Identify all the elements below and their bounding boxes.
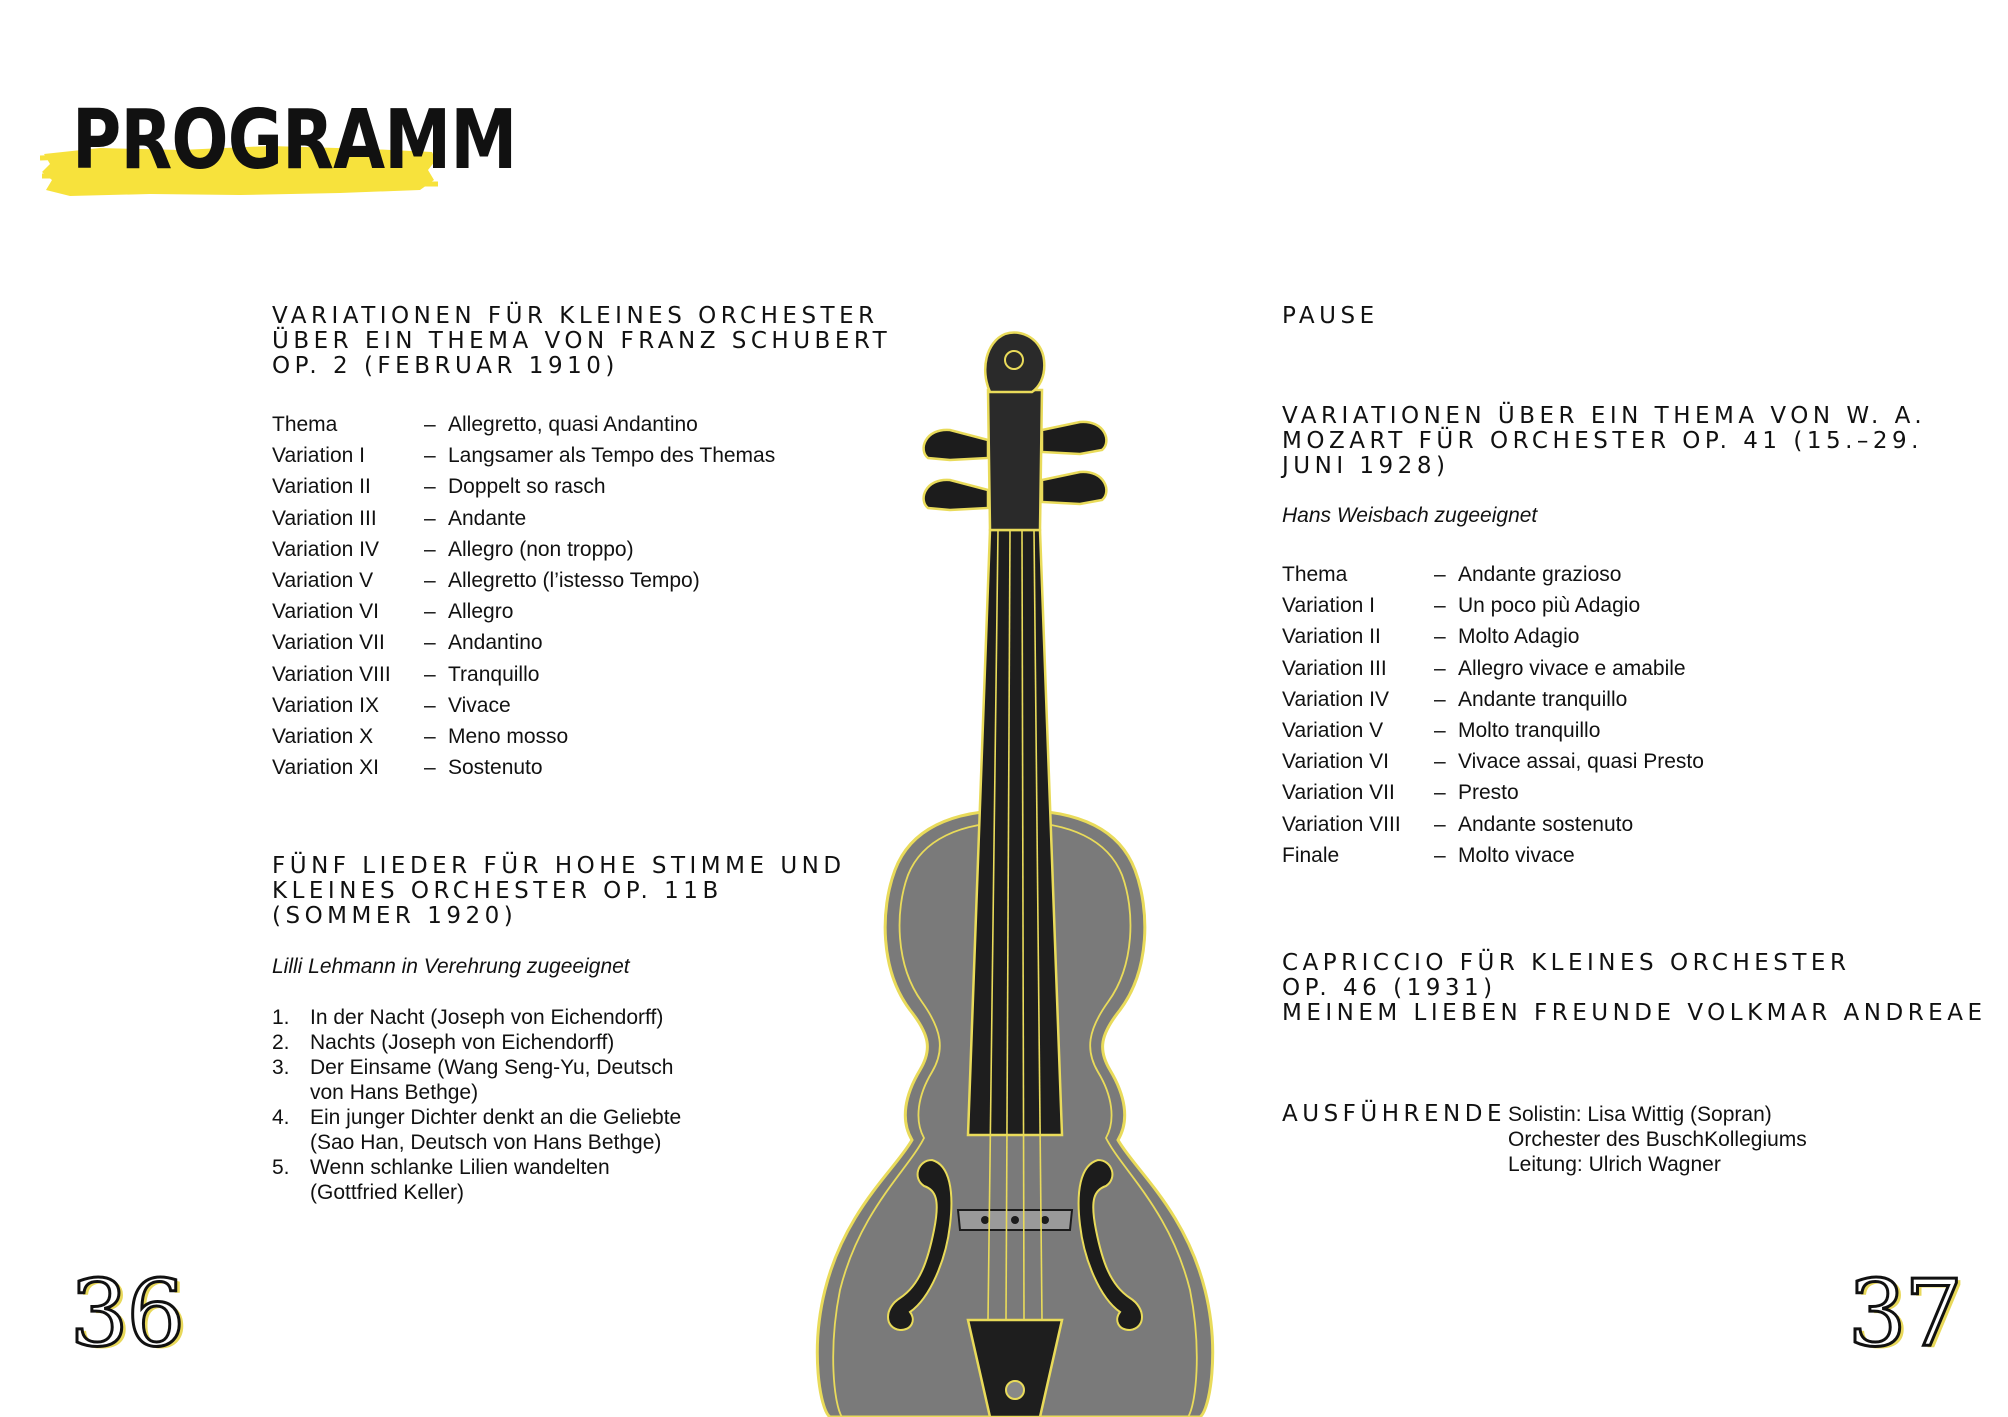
- movement-row: [272, 565, 775, 596]
- movement-tempo: Presto: [1458, 781, 1519, 805]
- movement-dash: –: [424, 537, 436, 561]
- song-number: 2.: [272, 1031, 290, 1054]
- movement-row: [272, 659, 775, 690]
- page-number-right: 37: [1848, 1260, 1962, 1367]
- movement-dash: –: [424, 506, 436, 530]
- movement-tempo: Andante: [448, 506, 527, 530]
- song-item: [272, 1030, 792, 1055]
- movement-row: [272, 690, 775, 721]
- movement-name: Thema: [272, 413, 338, 436]
- movement-tempo: Andante grazioso: [1458, 563, 1622, 586]
- work3-dedication: Hans Weisbach zugeeignet: [1282, 504, 1538, 527]
- performers-list: [1508, 1102, 1807, 1177]
- movement-row: [272, 534, 775, 565]
- performer-line: Orchester des BuschKollegiums: [1508, 1128, 1807, 1151]
- movement-name: Thema: [1282, 563, 1348, 586]
- movement-dash: –: [1434, 812, 1446, 836]
- movement-dash: –: [1434, 843, 1446, 867]
- movement-tempo: Sostenuto: [448, 756, 543, 780]
- performer-line: Leitung: Ulrich Wagner: [1508, 1153, 1721, 1176]
- work4-title-line: OP. 46 (1931): [1282, 975, 1497, 1001]
- song-item: [272, 1005, 792, 1030]
- movement-name: Variation III: [272, 506, 377, 530]
- movement-row: [1282, 809, 1704, 840]
- performers-label: AUSFÜHRENDE: [1282, 1101, 1506, 1127]
- movement-row: [272, 440, 775, 471]
- song-number: 4.: [272, 1106, 290, 1129]
- movement-name: Variation III: [1282, 656, 1387, 680]
- work3-movement-list: [1282, 559, 1704, 871]
- movement-dash: –: [424, 756, 436, 780]
- movement-tempo: Meno mosso: [448, 724, 569, 748]
- work4-title: [1282, 951, 1986, 1026]
- movement-dash: –: [1434, 687, 1446, 711]
- movement-name: Variation I: [272, 444, 365, 468]
- movement-tempo: Molto Adagio: [1458, 625, 1580, 649]
- movement-dash: –: [1434, 594, 1446, 618]
- movement-tempo: Un poco più Adagio: [1458, 594, 1641, 618]
- movement-name: Variation VIII: [272, 662, 391, 686]
- work1-title-line: VARIATIONEN FÜR KLEINES ORCHESTER: [272, 303, 879, 329]
- work3-title-line: JUNI 1928): [1282, 453, 1450, 479]
- movement-name: Variation V: [272, 568, 374, 592]
- movement-row: [1282, 777, 1704, 808]
- movement-name: Variation IV: [272, 537, 379, 561]
- movement-tempo: Molto vivace: [1458, 843, 1575, 867]
- work2-title-line: (SOMMER 1920): [272, 903, 518, 929]
- movement-tempo: Andante sostenuto: [1458, 812, 1634, 836]
- song-title-line: (Sao Han, Deutsch von Hans Bethge): [310, 1131, 662, 1154]
- title-block: [40, 93, 517, 210]
- movement-dash: –: [424, 724, 436, 748]
- movement-row: [272, 627, 775, 658]
- work2-title: [272, 854, 846, 929]
- movement-dash: –: [1434, 750, 1446, 774]
- song-item: [272, 1105, 792, 1155]
- movement-dash: –: [1434, 563, 1446, 586]
- movement-name: Finale: [1282, 843, 1340, 867]
- movement-row: [1282, 746, 1704, 777]
- violin-icon: [800, 330, 1230, 1417]
- movement-dash: –: [424, 600, 436, 624]
- movement-dash: –: [424, 662, 436, 686]
- movement-name: Variation VIII: [1282, 812, 1401, 836]
- performer-line: Solistin: Lisa Wittig (Sopran): [1508, 1103, 1772, 1126]
- movement-dash: –: [1434, 718, 1446, 742]
- movement-dash: –: [424, 631, 436, 655]
- movement-dash: –: [424, 693, 436, 717]
- movement-name: Variation VII: [272, 631, 385, 655]
- work2-title-line: KLEINES ORCHESTER OP. 11B: [272, 878, 723, 904]
- song-title-line: von Hans Bethge): [310, 1081, 479, 1104]
- work3-title-line: VARIATIONEN ÜBER EIN THEMA VON W. A.: [1282, 403, 1927, 429]
- movement-name: Variation II: [272, 475, 371, 499]
- movement-dash: –: [1434, 625, 1446, 649]
- song-item: [272, 1155, 792, 1205]
- movement-tempo: Vivace assai, quasi Presto: [1458, 750, 1704, 774]
- movement-tempo: Molto tranquillo: [1458, 718, 1601, 742]
- work3-title-line: MOZART FÜR ORCHESTER OP. 41 (15.–29.: [1282, 428, 1923, 454]
- movement-tempo: Allegretto (l’istesso Tempo): [448, 568, 700, 592]
- movement-name: Variation IX: [272, 693, 379, 717]
- movement-tempo: Doppelt so rasch: [448, 475, 606, 499]
- movement-row: [1282, 559, 1704, 590]
- movement-row: [1282, 715, 1704, 746]
- movement-name: Variation VII: [1282, 781, 1395, 805]
- song-title-line: Wenn schlanke Lilien wandelten: [310, 1156, 610, 1179]
- movement-tempo: Allegretto, quasi Andantino: [448, 413, 698, 436]
- pause-heading: PAUSE: [1282, 303, 1379, 329]
- song-title-line: In der Nacht (Joseph von Eichendorff): [310, 1006, 664, 1029]
- movement-row: [272, 503, 775, 534]
- movement-row: [272, 409, 775, 440]
- song-title-line: Nachts (Joseph von Eichendorff): [310, 1031, 615, 1054]
- work3-title: [1282, 404, 1926, 479]
- movement-name: Variation IV: [1282, 687, 1389, 711]
- work1-title-line: OP. 2 (FEBRUAR 1910): [272, 353, 619, 379]
- movement-name: Variation II: [1282, 625, 1381, 649]
- movement-dash: –: [424, 413, 436, 436]
- movement-tempo: Langsamer als Tempo des Themas: [448, 444, 776, 468]
- movement-name: Variation X: [272, 724, 374, 748]
- movement-tempo: Allegro (non troppo): [448, 537, 634, 561]
- movement-name: Variation V: [1282, 718, 1384, 742]
- movement-name: Variation VI: [272, 600, 379, 624]
- movement-row: [272, 721, 775, 752]
- movement-row: [1282, 840, 1704, 871]
- song-item: [272, 1055, 792, 1105]
- page-title: PROGRAMM: [72, 93, 517, 188]
- movement-name: Variation I: [1282, 594, 1375, 618]
- song-title-line: (Gottfried Keller): [310, 1181, 465, 1204]
- movement-dash: –: [1434, 781, 1446, 805]
- work2-title-line: FÜNF LIEDER FÜR HOHE STIMME UND: [272, 853, 846, 879]
- movement-row: [1282, 653, 1704, 684]
- movement-tempo: Allegro: [448, 600, 514, 624]
- movement-name: Variation XI: [272, 756, 379, 780]
- movement-tempo: Allegro vivace e amabile: [1458, 656, 1686, 680]
- movement-row: [1282, 621, 1704, 652]
- song-title-line: Der Einsame (Wang Seng-Yu, Deutsch: [310, 1056, 674, 1079]
- song-number: 5.: [272, 1156, 290, 1179]
- movement-dash: –: [424, 568, 436, 592]
- movement-tempo: Andante tranquillo: [1458, 687, 1628, 711]
- movement-dash: –: [424, 444, 436, 468]
- work1-movement-list: [272, 409, 775, 783]
- work4-title-line: MEINEM LIEBEN FREUNDE VOLKMAR ANDREAE: [1282, 1000, 1987, 1026]
- movement-row: [272, 596, 775, 627]
- movement-row: [1282, 684, 1704, 715]
- song-number: 1.: [272, 1006, 290, 1029]
- work1-title-line: ÜBER EIN THEMA VON FRANZ SCHUBERT: [272, 328, 892, 354]
- song-list: [272, 1005, 792, 1205]
- work1-title: [272, 304, 891, 379]
- movement-row: [1282, 590, 1704, 621]
- movement-row: [272, 471, 775, 502]
- movement-tempo: Tranquillo: [448, 662, 540, 686]
- movement-dash: –: [424, 475, 436, 499]
- movement-row: [272, 752, 775, 783]
- movement-tempo: Vivace: [448, 693, 511, 717]
- page-number-left: 36: [70, 1260, 184, 1367]
- work4-title-line: CAPRICCIO FÜR KLEINES ORCHESTER: [1282, 950, 1851, 976]
- song-number: 3.: [272, 1056, 290, 1079]
- movement-tempo: Andantino: [448, 631, 543, 655]
- song-title-line: Ein junger Dichter denkt an die Geliebte: [310, 1106, 682, 1129]
- work2-dedication: Lilli Lehmann in Verehrung zugeeignet: [272, 955, 630, 978]
- movement-dash: –: [1434, 656, 1446, 680]
- movement-name: Variation VI: [1282, 750, 1389, 774]
